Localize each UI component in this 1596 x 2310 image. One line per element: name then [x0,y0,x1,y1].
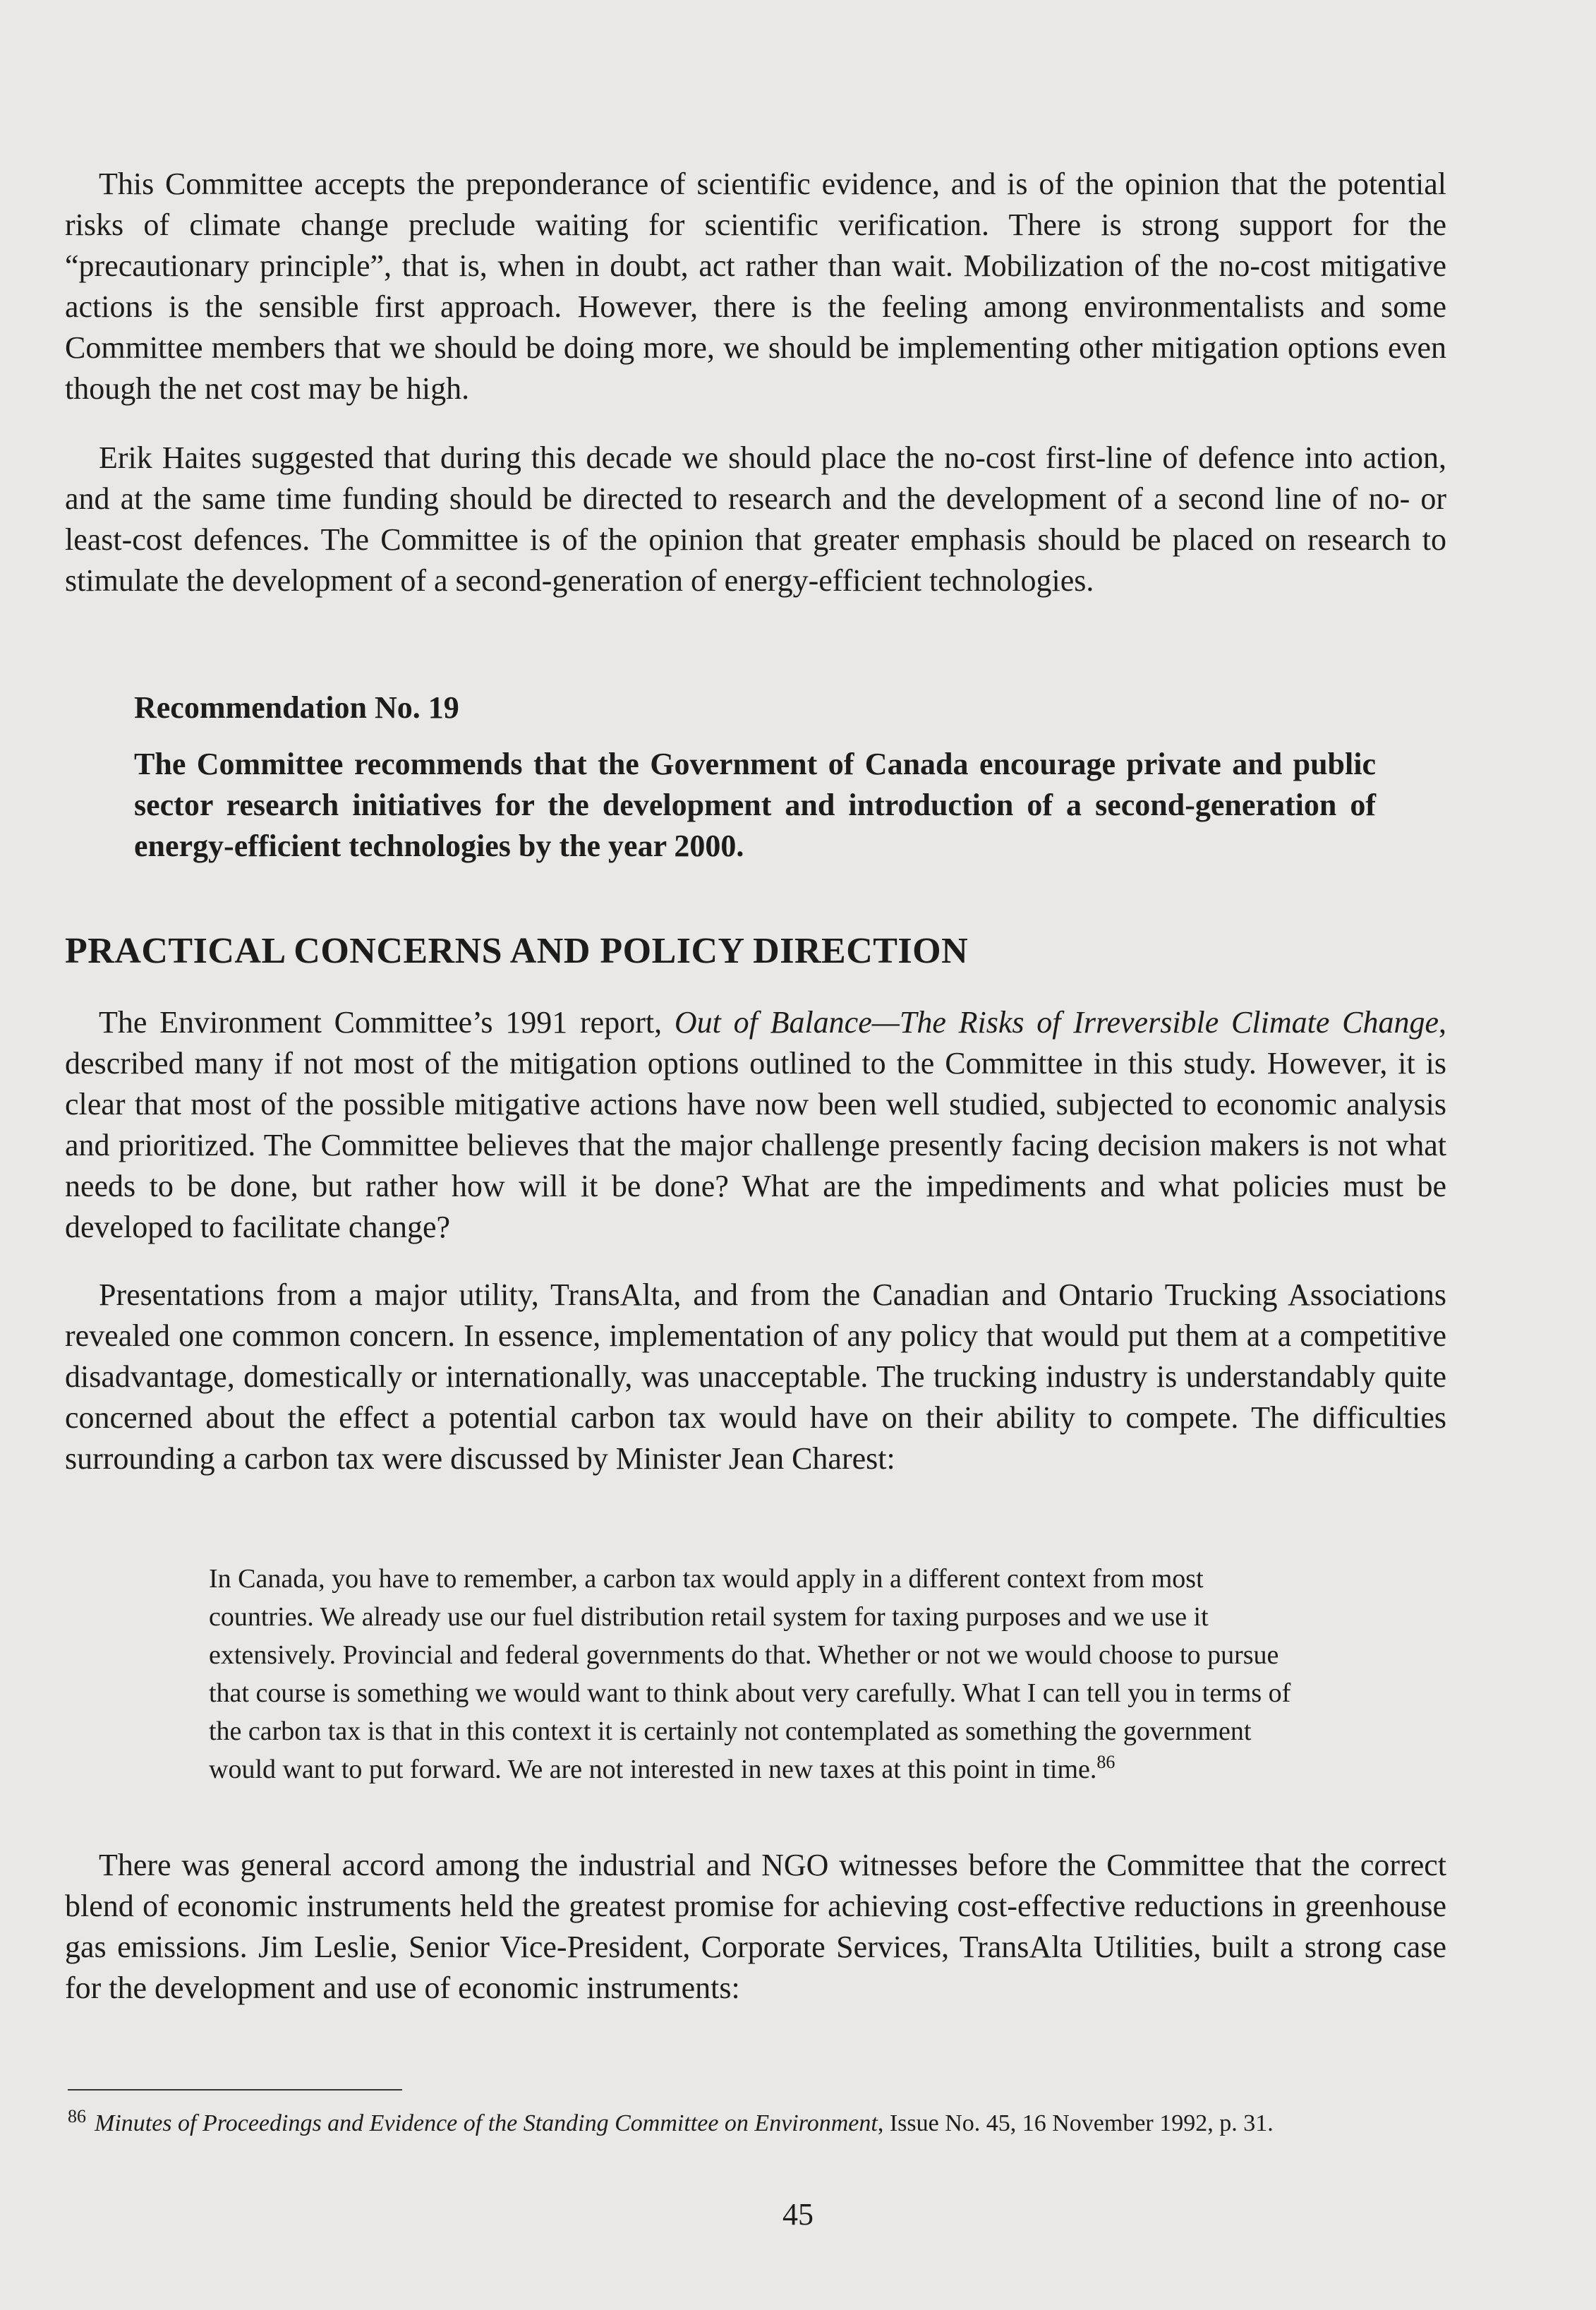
page-number: 45 [782,2197,814,2232]
footnote-divider [68,2089,402,2091]
footnote-reference: 86 [1096,1752,1116,1772]
paragraph-transalta-trucking: Presentations from a major utility, TransAlta, and from the Canadian and Ontario Trucking Associations revealed one common concern. In essence, implementation of any policy that would put them at a competitive disadvantage, domestically or internationally, was unacceptable. The trucking industry is understandably quite concerned about the effect a potential carbon tax would have on their ability to compete. The difficulties surrounding a carbon tax were discussed by Minister Jean Charest: [65,1277,1446,1476]
block-quote-charest [209,1560,1310,1788]
report-description-text: , described many if not most of the mitigation options outlined to the Committee in this study. However, it is clear that most of the possible mitigative actions have now been well studied, subjected to economic analysis and prioritized. The Committee believes that the major challenge presently facing decision makers is not what needs to be done, but rather how will it be done? What are the impediments and what policies must be developed to facilitate change? [65,1005,1447,1244]
footnote-title: Minutes of Proceedings and Evidence of the Standing Committee on Environment [95,2110,878,2136]
recommendation-label: Recommendation No. 19 [134,690,459,725]
paragraph-environment-committee-report [65,1002,1446,1248]
report-title: Out of Balance—The Risks of Irreversible Climate Change [674,1005,1439,1040]
paragraph-erik-haites: Erik Haites suggested that during this decade we should place the no-cost first-line of defence into action, and at the same time funding should be directed to research and the development of a second line of no- or least-cost defences. The Committee is of the opinion that greater emphasis should be placed on research to stimulate the development of a second-generation of energy-efficient technologies. [65,440,1446,598]
section-heading: PRACTICAL CONCERNS AND POLICY DIRECTION [65,931,969,971]
quote-text: In Canada, you have to remember, a carbon tax would apply in a different context from most countries. We already use our fuel distribution retail system for taxing purposes and we use it extensively. Provincial and federal governments do that. Whether or not we would choose to pursue that course is something we would want to think about very carefully. What I can tell you in terms of the carbon tax is that in this context it is certainly not contemplated as something the government would want to put forward. We are not interested in new taxes at this point in time. [209,1564,1291,1784]
footnote-citation: , Issue No. 45, 16 November 1992, p. 31. [877,2110,1274,2136]
recommendation-text: The Committee recommends that the Government of Canada encourage private and public sector research initiatives for the development and introduction of a second-generation of energy-efficient technologies by the year 2000. [134,747,1376,863]
footnote-marker: 86 [68,2106,86,2126]
report-intro-text: The Environment Committee’s 1991 report, [99,1005,675,1040]
paragraph-economic-instruments: There was general accord among the industrial and NGO witnesses before the Committee that the correct blend of economic instruments held the greatest promise for achieving cost-effective reductions in greenhouse gas emissions. Jim Leslie, Senior Vice-President, Corporate Services, TransAlta Utilities, built a strong case for the development and use of economic instruments: [65,1848,1446,2005]
footnote [68,2099,1451,2141]
paragraph-precautionary-principle: This Committee accepts the preponderance of scientific evidence, and is of the opinion that the potential risks of climate change preclude waiting for scientific verification. There is strong support for the “precautionary principle”, that is, when in doubt, act rather than wait. Mobilization of the no-cost mitigative actions is the sensible first approach. However, there is the feeling among environmentalists and some Committee members that we should be doing more, we should be implementing other mitigation options even though the net cost may be high. [65,167,1446,406]
